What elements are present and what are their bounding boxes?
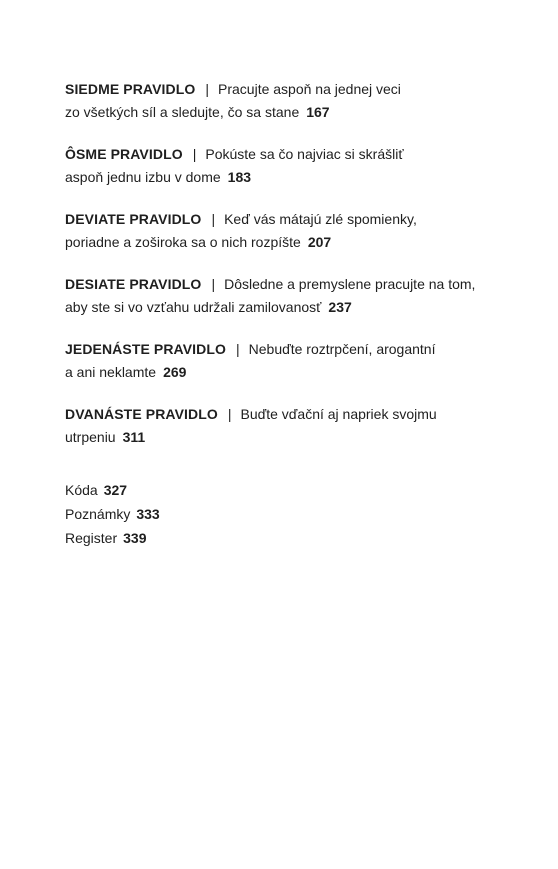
back-matter-label: Register [65, 530, 118, 546]
rule-description-line1: Dôsledne a premyslene pracujte na tom, [224, 276, 476, 292]
page-number: 311 [122, 428, 146, 445]
toc-entry-rule-12 [65, 403, 505, 448]
rule-title: DVANÁSTE PRAVIDLO [65, 406, 218, 422]
rule-title: ÔSME PRAVIDLO [65, 146, 183, 162]
rule-title: SIEDME PRAVIDLO [65, 81, 196, 97]
toc-entry-coda [65, 478, 365, 502]
rule-description-line1: Buďte vďační aj napriek svojmu [240, 406, 437, 422]
rule-description-line2: zo všetkých síl a sledujte, čo sa stane [65, 103, 300, 120]
separator: | [205, 81, 210, 97]
rule-description-line2: a ani neklamte [65, 363, 157, 380]
toc-entry-rule-9 [65, 208, 505, 253]
toc-entry-rule-11 [65, 338, 505, 383]
rule-description-line2: utrpeniu [65, 428, 116, 445]
back-matter [65, 478, 365, 550]
toc-entry-rule-10 [65, 273, 505, 318]
page-number: 339 [123, 530, 147, 546]
toc-entry-rule-8 [65, 143, 505, 188]
separator: | [227, 406, 232, 422]
rule-title: DESIATE PRAVIDLO [65, 276, 202, 292]
rule-description-line1: Keď vás mátajú zlé spomienky, [224, 211, 417, 227]
rule-description-line2: poriadne a zoširoka sa o nich rozpíšte [65, 233, 301, 250]
rule-title: JEDENÁSTE PRAVIDLO [65, 341, 227, 357]
rule-description-line1: Nebuďte roztrpčení, arogantní [248, 341, 436, 357]
page-number: 167 [306, 103, 330, 120]
back-matter-label: Poznámky [65, 506, 131, 522]
separator: | [192, 146, 197, 162]
toc-entry-index [65, 526, 365, 550]
rule-description-line1: Pracujte aspoň na jednej veci [218, 81, 401, 97]
rule-description-line2: aby ste si vo vzťahu udržali zamilovanosť [65, 298, 322, 315]
separator: | [236, 341, 240, 357]
page-number: 183 [227, 168, 252, 185]
page-number: 269 [163, 363, 187, 380]
toc-entry-rule-7 [65, 78, 505, 123]
table-of-contents [65, 78, 505, 468]
rule-title: DEVIATE PRAVIDLO [65, 211, 202, 227]
rule-description-line1: Pokúste sa čo najviac si skrášliť [205, 146, 404, 162]
page-number: 333 [136, 506, 160, 522]
back-matter-label: Kóda [65, 482, 98, 498]
page-number: 207 [307, 233, 332, 250]
toc-entry-notes [65, 502, 365, 526]
page-number: 237 [328, 298, 352, 315]
rule-description-line2: aspoň jednu izbu v dome [65, 168, 221, 185]
separator: | [211, 211, 216, 227]
page-number: 327 [103, 482, 128, 498]
separator: | [211, 276, 216, 292]
